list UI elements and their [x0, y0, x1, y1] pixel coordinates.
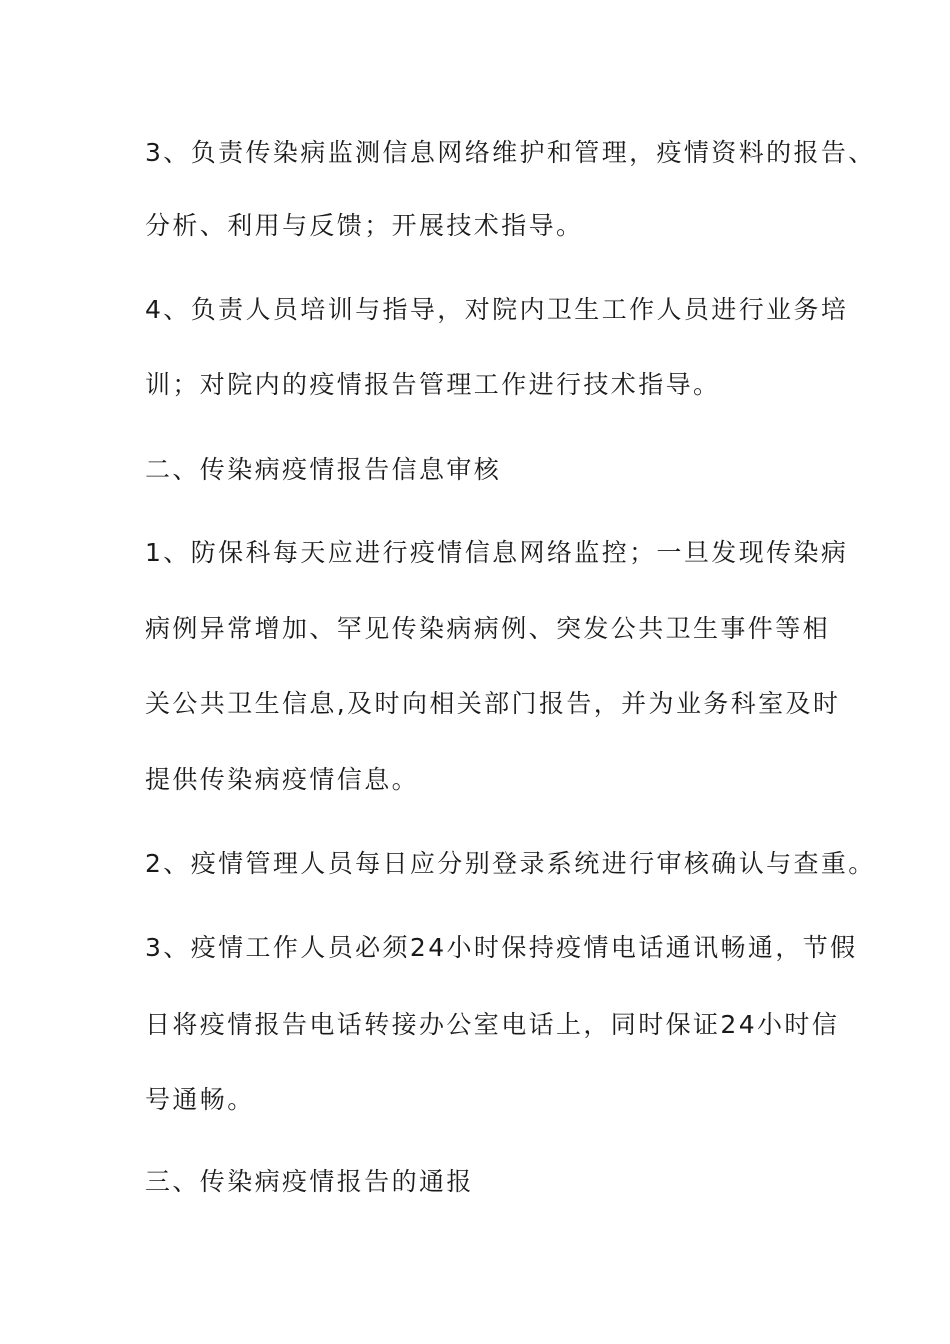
- section-heading: 二、传染病疫情报告信息审核: [145, 455, 502, 484]
- paragraph-line: 提供传染病疫情信息。: [145, 765, 420, 794]
- paragraph-line: 3、疫情工作人员必须24小时保持疫情电话通讯畅通，节假: [145, 933, 858, 962]
- paragraph-line: 日将疫情报告电话转接办公室电话上，同时保证24小时信: [145, 1010, 840, 1039]
- section-heading: 三、传染病疫情报告的通报: [145, 1167, 474, 1196]
- paragraph-line: 关公共卫生信息,及时向相关部门报告，并为业务科室及时: [145, 689, 841, 718]
- paragraph-line: 1、防保科每天应进行疫情信息网络监控；一旦发现传染病: [145, 538, 849, 567]
- paragraph-line: 2、疫情管理人员每日应分别登录系统进行审核确认与查重。: [145, 849, 876, 878]
- paragraph-line: 3、负责传染病监测信息网络维护和管理，疫情资料的报告、: [145, 138, 876, 167]
- paragraph-line: 分析、利用与反馈；开展技术指导。: [145, 211, 584, 240]
- paragraph-line: 4、负责人员培训与指导，对院内卫生工作人员进行业务培: [145, 295, 849, 324]
- paragraph-line: 训；对院内的疫情报告管理工作进行技术指导。: [145, 370, 721, 399]
- paragraph-line: 病例异常增加、罕见传染病病例、突发公共卫生事件等相: [145, 614, 831, 643]
- paragraph-line: 号通畅。: [145, 1085, 255, 1114]
